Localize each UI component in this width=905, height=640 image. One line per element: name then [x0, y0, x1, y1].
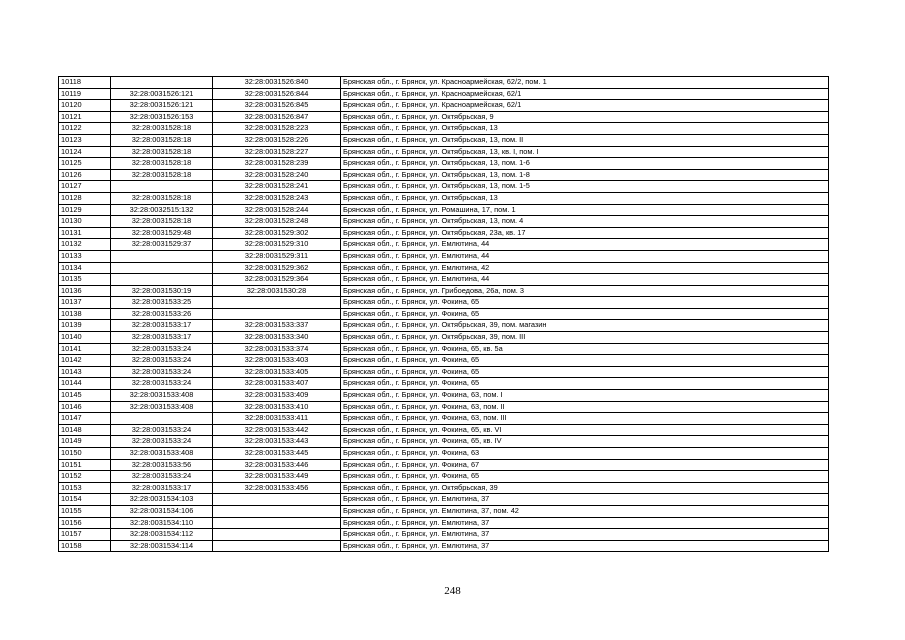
- address-cell: Брянская обл., г. Брянск, ул. Октябрьская, 13, кв. I, пом. I: [341, 146, 829, 158]
- land-parcel-number-cell: 32:28:0031533:24: [111, 424, 213, 436]
- object-cadastral-number-cell: 32:28:0031528:227: [213, 146, 341, 158]
- land-parcel-number-cell: 32:28:0031528:18: [111, 146, 213, 158]
- object-cadastral-number-cell: 32:28:0031533:411: [213, 413, 341, 425]
- object-cadastral-number-cell: [213, 297, 341, 309]
- row-number-cell: 10154: [59, 494, 111, 506]
- land-parcel-number-cell: 32:28:0031528:18: [111, 158, 213, 170]
- row-number-cell: 10123: [59, 134, 111, 146]
- land-parcel-number-cell: 32:28:0031533:24: [111, 471, 213, 483]
- object-cadastral-number-cell: 32:28:0031526:840: [213, 77, 341, 89]
- row-number-cell: 10157: [59, 529, 111, 541]
- row-number-cell: 10142: [59, 355, 111, 367]
- object-cadastral-number-cell: 32:28:0031533:410: [213, 401, 341, 413]
- object-cadastral-number-cell: [213, 529, 341, 541]
- row-number-cell: 10155: [59, 505, 111, 517]
- row-number-cell: 10139: [59, 320, 111, 332]
- address-cell: Брянская обл., г. Брянск, ул. Емлютина, 42: [341, 262, 829, 274]
- row-number-cell: 10158: [59, 540, 111, 552]
- object-cadastral-number-cell: 32:28:0031529:364: [213, 274, 341, 286]
- object-cadastral-number-cell: 32:28:0031528:241: [213, 181, 341, 193]
- land-parcel-number-cell: 32:28:0031528:18: [111, 192, 213, 204]
- table-row: [59, 227, 829, 239]
- object-cadastral-number-cell: 32:28:0031533:445: [213, 448, 341, 460]
- registry-table: [58, 76, 829, 552]
- object-cadastral-number-cell: 32:28:0031528:243: [213, 192, 341, 204]
- table-row: [59, 332, 829, 344]
- row-number-cell: 10135: [59, 274, 111, 286]
- land-parcel-number-cell: 32:28:0031533:408: [111, 390, 213, 402]
- address-cell: Брянская обл., г. Брянск, ул. Октябрьская, 13: [341, 123, 829, 135]
- object-cadastral-number-cell: 32:28:0031533:442: [213, 424, 341, 436]
- object-cadastral-number-cell: 32:28:0031533:403: [213, 355, 341, 367]
- address-cell: Брянская обл., г. Брянск, ул. Фокина, 63, пом. I: [341, 390, 829, 402]
- table-row: [59, 100, 829, 112]
- address-cell: Брянская обл., г. Брянск, ул. Емлютина, 37: [341, 494, 829, 506]
- object-cadastral-number-cell: 32:28:0031533:374: [213, 343, 341, 355]
- table-row: [59, 250, 829, 262]
- land-parcel-number-cell: [111, 250, 213, 262]
- table-row: [59, 111, 829, 123]
- object-cadastral-number-cell: 32:28:0031533:409: [213, 390, 341, 402]
- land-parcel-number-cell: 32:28:0031533:25: [111, 297, 213, 309]
- row-number-cell: 10143: [59, 366, 111, 378]
- land-parcel-number-cell: 32:28:0031528:18: [111, 216, 213, 228]
- object-cadastral-number-cell: 32:28:0031528:226: [213, 134, 341, 146]
- land-parcel-number-cell: [111, 413, 213, 425]
- land-parcel-number-cell: 32:28:0031533:24: [111, 366, 213, 378]
- object-cadastral-number-cell: 32:28:0031528:248: [213, 216, 341, 228]
- table-row: [59, 529, 829, 541]
- address-cell: Брянская обл., г. Брянск, ул. Октябрьская, 39: [341, 482, 829, 494]
- table-row: [59, 378, 829, 390]
- table-row: [59, 308, 829, 320]
- land-parcel-number-cell: 32:28:0031533:24: [111, 355, 213, 367]
- object-cadastral-number-cell: [213, 540, 341, 552]
- address-cell: Брянская обл., г. Брянск, ул. Фокина, 65: [341, 366, 829, 378]
- row-number-cell: 10148: [59, 424, 111, 436]
- object-cadastral-number-cell: 32:28:0031533:449: [213, 471, 341, 483]
- object-cadastral-number-cell: 32:28:0031529:310: [213, 239, 341, 251]
- row-number-cell: 10150: [59, 448, 111, 460]
- address-cell: Брянская обл., г. Брянск, ул. Фокина, 65, кв. VI: [341, 424, 829, 436]
- table-row: [59, 494, 829, 506]
- row-number-cell: 10127: [59, 181, 111, 193]
- land-parcel-number-cell: 32:28:0031533:17: [111, 332, 213, 344]
- table-row: [59, 239, 829, 251]
- row-number-cell: 10128: [59, 192, 111, 204]
- row-number-cell: 10151: [59, 459, 111, 471]
- table-row: [59, 505, 829, 517]
- object-cadastral-number-cell: [213, 505, 341, 517]
- table-row: [59, 355, 829, 367]
- row-number-cell: 10146: [59, 401, 111, 413]
- address-cell: Брянская обл., г. Брянск, ул. Октябрьская, 39, пом. III: [341, 332, 829, 344]
- object-cadastral-number-cell: 32:28:0031529:311: [213, 250, 341, 262]
- address-cell: Брянская обл., г. Брянск, ул. Фокина, 63, пом. III: [341, 413, 829, 425]
- table-row: [59, 401, 829, 413]
- address-cell: Брянская обл., г. Брянск, ул. Фокина, 65, кв. 5а: [341, 343, 829, 355]
- row-number-cell: 10126: [59, 169, 111, 181]
- table-row: [59, 343, 829, 355]
- table-row: [59, 181, 829, 193]
- row-number-cell: 10133: [59, 250, 111, 262]
- table-row: [59, 123, 829, 135]
- land-parcel-number-cell: [111, 77, 213, 89]
- row-number-cell: 10156: [59, 517, 111, 529]
- land-parcel-number-cell: [111, 181, 213, 193]
- address-cell: Брянская обл., г. Брянск, ул. Емлютина, 37: [341, 540, 829, 552]
- address-cell: Брянская обл., г. Брянск, ул. Октябрьская, 13, пом. 1-8: [341, 169, 829, 181]
- table-row: [59, 320, 829, 332]
- land-parcel-number-cell: 32:28:0031528:18: [111, 123, 213, 135]
- address-cell: Брянская обл., г. Брянск, ул. Октябрьская, 13: [341, 192, 829, 204]
- row-number-cell: 10124: [59, 146, 111, 158]
- address-cell: Брянская обл., г. Брянск, ул. Фокина, 65: [341, 471, 829, 483]
- row-number-cell: 10131: [59, 227, 111, 239]
- row-number-cell: 10134: [59, 262, 111, 274]
- address-cell: Брянская обл., г. Брянск, ул. Фокина, 63: [341, 448, 829, 460]
- address-cell: Брянская обл., г. Брянск, ул. Красноармейская, 62/1: [341, 100, 829, 112]
- table-row: [59, 471, 829, 483]
- land-parcel-number-cell: 32:28:0031533:17: [111, 482, 213, 494]
- row-number-cell: 10121: [59, 111, 111, 123]
- address-cell: Брянская обл., г. Брянск, ул. Фокина, 63, пом. II: [341, 401, 829, 413]
- row-number-cell: 10132: [59, 239, 111, 251]
- row-number-cell: 10130: [59, 216, 111, 228]
- land-parcel-number-cell: 32:28:0031526:121: [111, 100, 213, 112]
- address-cell: Брянская обл., г. Брянск, ул. Октябрьская, 9: [341, 111, 829, 123]
- row-number-cell: 10152: [59, 471, 111, 483]
- object-cadastral-number-cell: 32:28:0031528:244: [213, 204, 341, 216]
- address-cell: Брянская обл., г. Брянск, ул. Октябрьская, 13, пом. II: [341, 134, 829, 146]
- land-parcel-number-cell: 32:28:0031534:110: [111, 517, 213, 529]
- object-cadastral-number-cell: 32:28:0031526:847: [213, 111, 341, 123]
- land-parcel-number-cell: 32:28:0031533:56: [111, 459, 213, 471]
- land-parcel-number-cell: [111, 274, 213, 286]
- table-row: [59, 459, 829, 471]
- table-row: [59, 424, 829, 436]
- land-parcel-number-cell: [111, 262, 213, 274]
- land-parcel-number-cell: 32:28:0031534:114: [111, 540, 213, 552]
- table-row: [59, 88, 829, 100]
- object-cadastral-number-cell: 32:28:0031529:362: [213, 262, 341, 274]
- land-parcel-number-cell: 32:28:0031533:408: [111, 448, 213, 460]
- address-cell: Брянская обл., г. Брянск, ул. Красноармейская, 62/1: [341, 88, 829, 100]
- object-cadastral-number-cell: 32:28:0031528:240: [213, 169, 341, 181]
- land-parcel-number-cell: 32:28:0031528:18: [111, 169, 213, 181]
- land-parcel-number-cell: 32:28:0031529:48: [111, 227, 213, 239]
- object-cadastral-number-cell: 32:28:0031526:844: [213, 88, 341, 100]
- table-row: [59, 192, 829, 204]
- address-cell: Брянская обл., г. Брянск, ул. Ромашина, 17, пом. 1: [341, 204, 829, 216]
- table-row: [59, 77, 829, 89]
- address-cell: Брянская обл., г. Брянск, ул. Октябрьская, 23а, кв. 17: [341, 227, 829, 239]
- object-cadastral-number-cell: 32:28:0031533:443: [213, 436, 341, 448]
- address-cell: Брянская обл., г. Брянск, ул. Фокина, 65: [341, 297, 829, 309]
- object-cadastral-number-cell: 32:28:0031533:337: [213, 320, 341, 332]
- table-row: [59, 482, 829, 494]
- row-number-cell: 10137: [59, 297, 111, 309]
- table-row: [59, 366, 829, 378]
- object-cadastral-number-cell: [213, 517, 341, 529]
- row-number-cell: 10119: [59, 88, 111, 100]
- address-cell: Брянская обл., г. Брянск, ул. Октябрьская, 13, пом. 1-5: [341, 181, 829, 193]
- object-cadastral-number-cell: 32:28:0031528:239: [213, 158, 341, 170]
- land-parcel-number-cell: 32:28:0031534:112: [111, 529, 213, 541]
- address-cell: Брянская обл., г. Брянск, ул. Емлютина, 37: [341, 517, 829, 529]
- row-number-cell: 10145: [59, 390, 111, 402]
- address-cell: Брянская обл., г. Брянск, ул. Фокина, 65, кв. IV: [341, 436, 829, 448]
- table-row: [59, 134, 829, 146]
- row-number-cell: 10125: [59, 158, 111, 170]
- land-parcel-number-cell: 32:28:0031533:408: [111, 401, 213, 413]
- table-row: [59, 204, 829, 216]
- land-parcel-number-cell: 32:28:0032515:132: [111, 204, 213, 216]
- row-number-cell: 10136: [59, 285, 111, 297]
- address-cell: Брянская обл., г. Брянск, ул. Фокина, 67: [341, 459, 829, 471]
- land-parcel-number-cell: 32:28:0031533:24: [111, 378, 213, 390]
- land-parcel-number-cell: 32:28:0031533:17: [111, 320, 213, 332]
- address-cell: Брянская обл., г. Брянск, ул. Емлютина, 44: [341, 239, 829, 251]
- address-cell: Брянская обл., г. Брянск, ул. Емлютина, 37: [341, 529, 829, 541]
- table-row: [59, 285, 829, 297]
- table-row: [59, 274, 829, 286]
- land-parcel-number-cell: 32:28:0031534:106: [111, 505, 213, 517]
- row-number-cell: 10138: [59, 308, 111, 320]
- row-number-cell: 10118: [59, 77, 111, 89]
- registry-table-body: [59, 77, 829, 552]
- table-row: [59, 448, 829, 460]
- land-parcel-number-cell: 32:28:0031526:121: [111, 88, 213, 100]
- object-cadastral-number-cell: 32:28:0031533:405: [213, 366, 341, 378]
- address-cell: Брянская обл., г. Брянск, ул. Емлютина, 37, пом. 42: [341, 505, 829, 517]
- address-cell: Брянская обл., г. Брянск, ул. Красноармейская, 62/2, пом. 1: [341, 77, 829, 89]
- land-parcel-number-cell: 32:28:0031533:24: [111, 436, 213, 448]
- table-row: [59, 517, 829, 529]
- object-cadastral-number-cell: 32:28:0031526:845: [213, 100, 341, 112]
- table-row: [59, 436, 829, 448]
- land-parcel-number-cell: 32:28:0031533:24: [111, 343, 213, 355]
- row-number-cell: 10147: [59, 413, 111, 425]
- row-number-cell: 10140: [59, 332, 111, 344]
- land-parcel-number-cell: 32:28:0031528:18: [111, 134, 213, 146]
- page-number: 248: [444, 585, 461, 597]
- table-row: [59, 169, 829, 181]
- address-cell: Брянская обл., г. Брянск, ул. Фокина, 65: [341, 308, 829, 320]
- object-cadastral-number-cell: [213, 308, 341, 320]
- address-cell: Брянская обл., г. Брянск, ул. Грибоедова, 26а, пом. 3: [341, 285, 829, 297]
- table-row: [59, 262, 829, 274]
- object-cadastral-number-cell: [213, 494, 341, 506]
- row-number-cell: 10141: [59, 343, 111, 355]
- address-cell: Брянская обл., г. Брянск, ул. Октябрьская, 39, пом. магазин: [341, 320, 829, 332]
- land-parcel-number-cell: 32:28:0031534:103: [111, 494, 213, 506]
- row-number-cell: 10120: [59, 100, 111, 112]
- address-cell: Брянская обл., г. Брянск, ул. Октябрьская, 13, пом. 1-6: [341, 158, 829, 170]
- row-number-cell: 10149: [59, 436, 111, 448]
- address-cell: Брянская обл., г. Брянск, ул. Октябрьская, 13, пом. 4: [341, 216, 829, 228]
- table-row: [59, 146, 829, 158]
- address-cell: Брянская обл., г. Брянск, ул. Емлютина, 44: [341, 250, 829, 262]
- land-parcel-number-cell: 32:28:0031533:26: [111, 308, 213, 320]
- row-number-cell: 10129: [59, 204, 111, 216]
- address-cell: Брянская обл., г. Брянск, ул. Емлютина, 44: [341, 274, 829, 286]
- object-cadastral-number-cell: 32:28:0031528:223: [213, 123, 341, 135]
- row-number-cell: 10153: [59, 482, 111, 494]
- table-row: [59, 390, 829, 402]
- row-number-cell: 10122: [59, 123, 111, 135]
- table-row: [59, 540, 829, 552]
- object-cadastral-number-cell: 32:28:0031530:28: [213, 285, 341, 297]
- object-cadastral-number-cell: 32:28:0031533:446: [213, 459, 341, 471]
- object-cadastral-number-cell: 32:28:0031533:456: [213, 482, 341, 494]
- row-number-cell: 10144: [59, 378, 111, 390]
- table-row: [59, 216, 829, 228]
- land-parcel-number-cell: 32:28:0031529:37: [111, 239, 213, 251]
- object-cadastral-number-cell: 32:28:0031533:407: [213, 378, 341, 390]
- land-parcel-number-cell: 32:28:0031526:153: [111, 111, 213, 123]
- table-row: [59, 297, 829, 309]
- address-cell: Брянская обл., г. Брянск, ул. Фокина, 65: [341, 378, 829, 390]
- land-parcel-number-cell: 32:28:0031530:19: [111, 285, 213, 297]
- address-cell: Брянская обл., г. Брянск, ул. Фокина, 65: [341, 355, 829, 367]
- table-row: [59, 158, 829, 170]
- object-cadastral-number-cell: 32:28:0031533:340: [213, 332, 341, 344]
- table-row: [59, 413, 829, 425]
- object-cadastral-number-cell: 32:28:0031529:302: [213, 227, 341, 239]
